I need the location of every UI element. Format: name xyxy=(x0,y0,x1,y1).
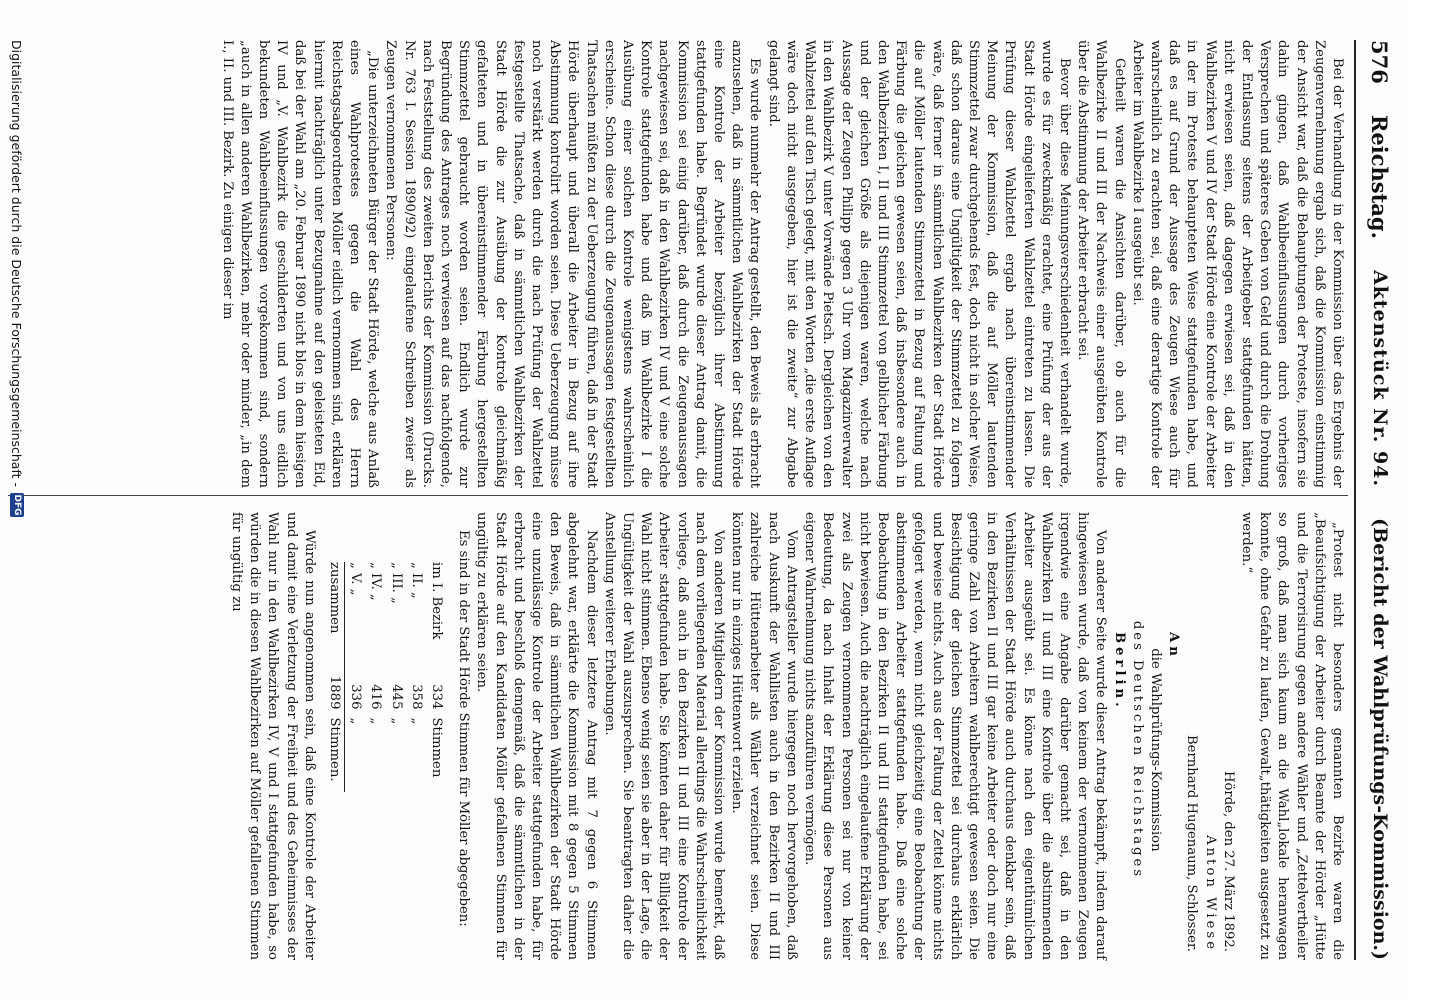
address-line-2: die Wahlprüfungs-Kommission xyxy=(1147,648,1163,852)
vote-value: 445 xyxy=(388,684,404,710)
publication-name: Reichstag. xyxy=(1367,114,1393,239)
address-line-1: An xyxy=(1166,632,1182,660)
vote-row xyxy=(365,562,385,792)
vote-row xyxy=(385,562,405,792)
vote-unit: „ xyxy=(348,717,364,725)
vote-row xyxy=(345,562,366,792)
left-paragraph-4: Es wurde nunmehr der Antrag gestellt, den Beweis als erbracht anzusehen, daß in sämmtlichen Wahlbezirken der Stadt Hörde eine Kontrole der Arbeiter bezüglich ihrer Abstimmung stattgefunden habe. Begründet wurde dieser Antrag damit, die Kommission sei einig darüber, daß durch die Zeugenaussagen nachgewiesen sei, daß in den Wahlbezirken IV und V eine solche Kontrole stattgefunden habe und daß im Wahlbezirke I die Ausübung einer solchen Kontrole wenigstens wahrscheinlich erscheine. Schon diese durch die Zeugenaussagen festgestellten Thatsachen müßten zu der Ueberzeugung führen, daß in der Stadt Hörde überhaupt und überall die Arbeiter in Bezug auf ihre Abstimmung kontrolirt worden seien. Diese Ueberzeugung müsse noch verstärkt werden durch die nach Prüfung der Wahlzettel festgestellte Thatsache, daß in sämmtlichen Wahlbezirken der Stadt Hörde die zur Ausübung der Kontrole gleichmäßig gefalteten und in übereinstimmender Färbung hergestellten Stimmzettel gebraucht worden seien. Endlich wurde zur Begründung des Antrages noch verwiesen auf das nachfolgende, nach Feststellung des zweiten Berichts der Kommission (Drucks. Nr. 763 I. Session 1890/92) eingelaufene Schreiben zweier als Zeugen vernommenen Personen: xyxy=(383,40,763,488)
vote-unit: „ xyxy=(388,717,404,725)
vote-value: 334 xyxy=(429,684,445,710)
left-paragraph-2: Getheilt waren die Ansichten darüber, ob auch für die Wahlbezirke II und III der Nachweis einer ausgeübten Kontrole über die Abstimmung der Arbeiter erbracht sei. xyxy=(1075,40,1127,488)
page-number: 576 xyxy=(1367,40,1393,84)
vote-label: „ III. „ xyxy=(388,562,404,604)
vote-value: 358 xyxy=(408,684,424,710)
header-rule xyxy=(1354,40,1356,960)
signature-2: Bernhard Hugenaum, Schlosser. xyxy=(1184,734,1200,952)
page-header xyxy=(1358,40,1402,960)
vote-total-row xyxy=(324,562,345,792)
vote-unit: „ xyxy=(408,717,424,725)
supplement-number: Aktenstück Nr. 94. xyxy=(1369,269,1391,488)
left-column xyxy=(217,40,1346,488)
vote-row xyxy=(406,562,426,792)
vote-table xyxy=(324,562,446,792)
right-paragraph-1: Von anderer Seite wurde dieser Antrag bekämpft, indem darauf hingewiesen wurde, daß von keinem der vernommenen Zeugen irgendwie eine Angabe darüber gemacht sei, daß in den Wahlbezirken II und III eine Kontrole über die abstimmenden Arbeiter ausgeübt sei. Es könne nach den eigenthümlichen Verhältnissen der Stadt Hörde auch durchaus denkbar sein, daß in den Bezirken II und III gar keine Arbeiter oder doch nur eine geringe Zahl von Arbeitern wahlberechtigt gewesen seien. Die Besichtigung der gleichen Stimmzettel sei durchaus erklärlich und beweise nichts. Auch aus der Faltung der Zettel könne nichts gefolgert werden, wenn nicht gleichzeitig eine Beobachtung der abstimmenden Arbeiter stattgefunden habe. Daß eine solche Beobachtung in den Bezirken II und III stattgefunden habe, sei nicht bewiesen. Auch die nachträglich eingelaufene Erklärung der zwei als Zeugen vernommenen Personen sei nur von keiner Bedeutung, da nach Inhalt der Erklärung diese Personen aus eigener Wahrnehmung nichts anzuführen vermögen. xyxy=(802,512,1109,960)
right-paragraph-4: Nachdem dieser letztere Antrag mit 7 gegen 6 Stimmen abgelehnt war, erklärte die Kommission mit 8 gegen 5 Stimmen den Beweis, daß in sämmtlichen Wahlbezirken der Stadt Hörde eine unzulässige Kontrole der Arbeiter stattgefunden habe, für erbracht und beschloß demgemäß, daß die sämmtlichen in der Stadt Hörde auf den Kandidaten Möller gefallenen Stimmen für ungültig zu erklären seien. xyxy=(474,512,599,960)
address-line-3: des Deutschen Reichstages xyxy=(1129,620,1145,880)
right-paragraph-2: Vom Antragsteller wurde hiergegen noch hervorgehoben, daß nach Auskunft der Wahllisten auch in den Bezirken II und III zahlreiche Hüttenarbeiter als Wähler verzeichnet seien. Diese könnten nur in einziges Hüttenwort erzielen. xyxy=(729,512,799,960)
vote-value: 336 xyxy=(348,684,364,710)
quoted-declaration: „Die unterzeichneten Bürger der Stadt Hörde, welche aus Anlaß eines Wahlprotestes gegen die Wahl des Herrn Reichstagsabgeordneten Möller eidlich vernommen sind, erklären hiermit nachträglich unter Bezugnahme auf den geleisteten Eid, daß bei der Wahl am „20. Februar 1890 nicht blos in dem hiesigen IV und „V. Wahlbezirk die geschilderten und von uns eidlich bekundeten Wahlbeeinflussungen vorgekommen sind, sondern „auch in allen anderen Wahlbezirken, mehr oder minder, „in dem I., II. und III. Bezirk. Zu einigen dieser im xyxy=(219,40,381,488)
dfg-logo: DFG xyxy=(12,494,22,516)
total-value: 1889 xyxy=(324,649,345,717)
place-date: Hörde, den 27. März 1892. xyxy=(1220,770,1236,952)
closing-paragraph: Würde nun angenommen sein, daß eine Kontrole der Arbeiter und damit eine Verletzung der Freiheit und des Geheimnisses der Wahl nur in den Wahlbezirken IV, V und I stattgefunden habe, so würden die in diesen Wahlbezirken auf Möller gefallenen Stimmen für ungültig zu xyxy=(229,512,317,960)
vote-row xyxy=(426,562,446,792)
section-title: (Bericht der Wahlprüfungs-Kommission.) xyxy=(1369,518,1391,960)
quoted-declaration-continued: „Protest nicht besonders genannten Bezirke waren die „Beaufsichtigung der Arbeiter durch Beamte der Hörder „Hütte und die Terrorisirung gegen andere Wähler und „Zettelvertheiler so groß, daß man sich kaum an die Wahl„lokale heranwagen konnte, ohne Gefahr zu laufen, Gewalt„thätigkeiten ausgesetzt zu werden.“ xyxy=(1238,512,1345,960)
left-paragraph-3: Bevor über diese Meinungsverschiedenheit verhandelt wurde, wurde es für zweckmäßig erachtet, eine Prüfung der aus der Stadt Hörde eingelieferten Wahlzettel eintreten zu lassen. Die Prüfung dieser Wahlzettel ergab nach übereinstimmender Meinung der Kommission, daß die auf Möller lautenden Stimmzettel zwar durchgehends fest, doch nicht in solcher Weise, daß schon daraus eine Ungültigkeit der Stimmzettel zu folgern wäre, daß ferner in sämmtlichen Wahlbezirken der Stadt Hörde die auf Möller lautenden Stimmzettel in Bezug auf Faltung und Färbung die gleichen gewesen seien, daß insbesondere auch in den Wahlbezirken I, II und III Stimmzettel von gelblicher Färbung und der gleichen Größe als diejenigen waren, welche nach Aussage der Zeugen Philipp gegen 3 Uhr vom Magazinverwalter in den Wahlbezirk V unter Vorwände Pietsch. Dergleichen von den Wahlzettel auf den Tisch gelegt, mit den Worten „die erste Auflage wäre doch nicht ausgegeben, hier ist die zweite“ zur Abgabe gelangt sind. xyxy=(765,40,1072,488)
left-paragraph-1: Bei der Verhandlung in der Kommission über das Ergebnis der Zeugenvernehmung ergab sich, daß die Kommission einstimmig der Ansicht war, daß die Behauptungen der Proteste, insofern sie dahin gingen, daß Wahlbeeinflussungen durch vorheriges Versprechen und späteres Geben von Geld und durch die Drohung der Entlassung seitens der Arbeitgeber stattgefunden hätten, nicht erwiesen seien, daß dagegen erwiesen sei, daß in den Wahlbezirken V und IV der Stadt Hörde eine Kontrole der Arbeiter in der im Proteste behaupteten Weise stattgefunden habe, und daß es auf Grund der Aussage des Zeugen Wiese auch für wahrscheinlich zu erachten sei, daß eine derartige Kontrole der Arbeiter im Wahlbezirke I ausgeübt sei. xyxy=(1129,40,1345,488)
vote-label: „ IV. „ xyxy=(368,562,384,601)
signature-1: Anton Wiese xyxy=(1202,835,1218,952)
total-label: zusammen xyxy=(324,562,345,649)
digitization-credit xyxy=(6,0,28,1000)
vote-unit: „ xyxy=(368,717,384,725)
vote-label: „ V. „ xyxy=(348,562,364,596)
address-block xyxy=(1109,512,1182,960)
vote-value: 416 xyxy=(368,684,384,710)
total-unit: Stimmen. xyxy=(324,717,345,791)
right-paragraph-3: Von anderen Mitgliedern der Kommission wurde bemerkt, daß nach dem vorliegenden Material allerdings die Wahrscheinlichkeit vorliege, daß auch in den Bezirken II und III eine Kontrole der Arbeiter stattgefunden habe. Sie könnten daher für Billigkeit der Wahl nicht stimmen. Ebenso wenig seien sie aber in der Lage, die Ungültigkeit der Wahl auszusprechen. Sie beantragten daher die Anstellung weiterer Erhebungen. xyxy=(601,512,727,960)
vote-label: im I. Bezirk xyxy=(429,562,445,640)
vote-label: „ II. „ xyxy=(408,562,424,599)
address-line-4: Berlin. xyxy=(1111,632,1127,711)
vote-unit: Stimmen xyxy=(429,717,445,778)
right-paragraph-5: Es sind in der Stadt Hörde Stimmen für Möller abgegeben: xyxy=(456,530,472,927)
right-column xyxy=(227,512,1346,960)
column-divider xyxy=(8,495,1348,496)
credit-text: Digitalisierung gefördert durch die Deutsche Forschungsgemeinschaft - xyxy=(9,40,25,488)
